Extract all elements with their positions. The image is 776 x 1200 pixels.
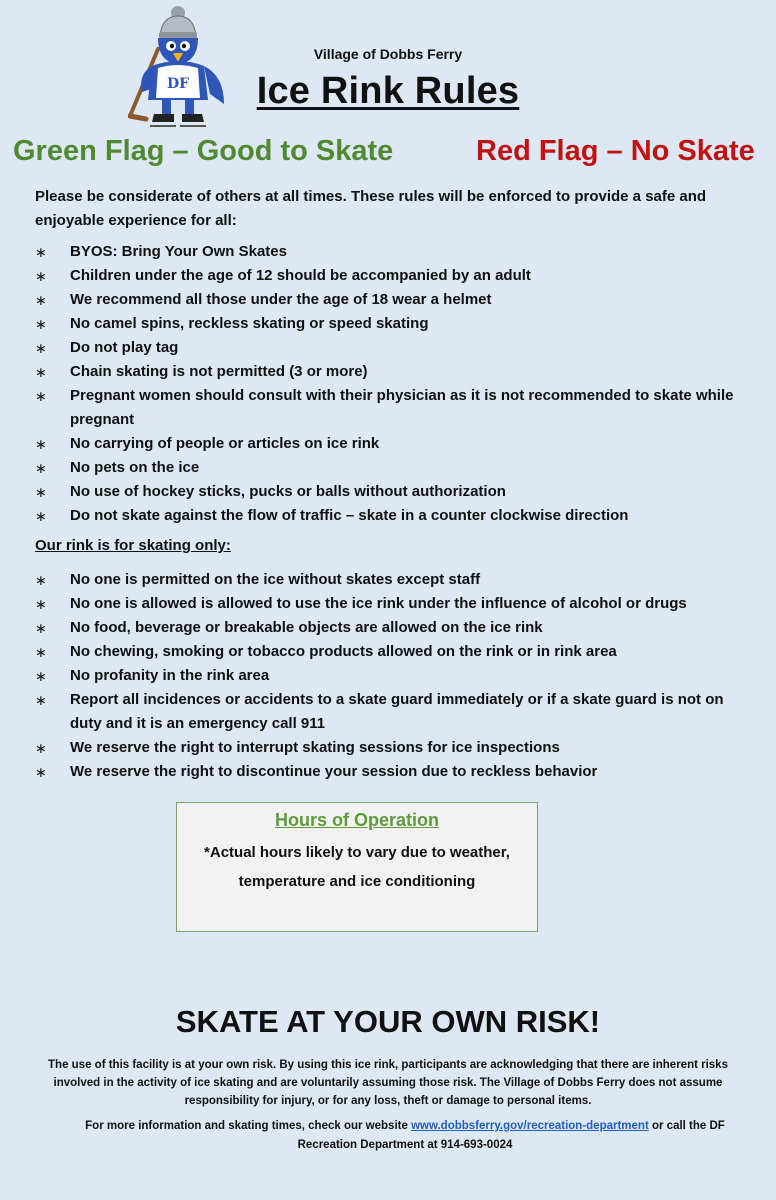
bullet-icon: ∗ <box>35 740 47 756</box>
rule-text: Children under the age of 12 should be accompanied by an adult <box>70 267 531 284</box>
list-item <box>35 384 750 432</box>
bullet-icon: ∗ <box>35 316 47 332</box>
rule-text: Do not play tag <box>70 339 179 356</box>
bullet-icon: ∗ <box>35 436 47 452</box>
rule-text: Chain skating is not permitted (3 or more) <box>70 363 368 380</box>
list-item <box>35 432 750 456</box>
rule-text: No pets on the ice <box>70 459 200 476</box>
rule-text: No carrying of people or articles on ice rink <box>70 435 380 452</box>
risk-warning-heading: SKATE AT YOUR OWN RISK! <box>175 1004 601 1039</box>
list-item <box>35 336 750 360</box>
contact-info <box>55 1117 755 1155</box>
rule-text: Do not skate against the flow of traffic – skate in a counter clockwise direction <box>70 507 629 524</box>
skating-rules-list <box>35 568 750 784</box>
rule-text: No camel spins, reckless skating or speed skating <box>70 315 429 332</box>
list-item <box>35 760 750 784</box>
list-item <box>35 616 750 640</box>
bullet-icon: ∗ <box>35 764 47 780</box>
bullet-icon: ∗ <box>35 340 47 356</box>
skating-only-heading: Our rink is for skating only: <box>35 537 231 554</box>
rule-text: No one is allowed is allowed to use the ice rink under the influence of alcohol or drugs <box>70 595 687 612</box>
bullet-icon: ∗ <box>35 244 47 260</box>
bullet-icon: ∗ <box>35 668 47 684</box>
list-item <box>35 456 750 480</box>
rule-text: We recommend all those under the age of 18 wear a helmet <box>70 291 492 308</box>
svg-text:DF: DF <box>166 76 190 92</box>
list-item <box>35 664 750 688</box>
list-item <box>35 504 750 528</box>
liability-disclaimer: The use of this facility is at your own risk. By using this ice rink, participants are acknowledging that there are inherent risks involved in the activity of ice skating and are voluntarily assuming those risk. The Village of Dobbs Ferry does not assume responsibility for injury, or for any loss, theft or damage to personal items. <box>48 1059 728 1107</box>
bullet-icon: ∗ <box>35 388 47 404</box>
list-item <box>35 688 750 736</box>
website-link[interactable]: www.dobbsferry.gov/recreation-department <box>411 1120 649 1132</box>
bullet-icon: ∗ <box>35 620 47 636</box>
rule-text: No food, beverage or breakable objects are allowed on the ice rink <box>70 619 543 636</box>
hours-of-operation-box <box>176 802 538 932</box>
bullet-icon: ∗ <box>35 364 47 380</box>
rule-text: Pregnant women should consult with their physician as it is not recommended to skate while pregnant <box>70 387 734 428</box>
rule-text: No chewing, smoking or tobacco products allowed on the rink or in rink area <box>70 643 617 660</box>
rule-text: Report all incidences or accidents to a skate guard immediately or if a skate guard is not on duty and it is an emergency call 911 <box>70 691 724 732</box>
red-flag-heading: Red Flag – No Skate <box>476 135 755 167</box>
list-item <box>35 568 750 592</box>
rule-text: BYOS: Bring Your Own Skates <box>70 243 287 260</box>
village-name: Village of Dobbs Ferry <box>313 46 463 62</box>
bullet-icon: ∗ <box>35 484 47 500</box>
list-item <box>35 288 750 312</box>
bullet-icon: ∗ <box>35 596 47 612</box>
list-item <box>35 360 750 384</box>
contact-suffix: or call the DF Recreation Department at 914-693-0024 <box>297 1120 725 1151</box>
bullet-icon: ∗ <box>35 508 47 524</box>
rule-text: We reserve the right to interrupt skating sessions for ice inspections <box>70 739 560 756</box>
list-item <box>35 592 750 616</box>
list-item <box>35 264 750 288</box>
bullet-icon: ∗ <box>35 292 47 308</box>
page-title: Ice Rink Rules <box>256 70 520 112</box>
list-item <box>35 240 750 264</box>
contact-prefix: For more information and skating times, check our website <box>85 1120 412 1132</box>
list-item <box>35 736 750 760</box>
bullet-icon: ∗ <box>35 644 47 660</box>
list-item <box>35 480 750 504</box>
green-flag-heading: Green Flag – Good to Skate <box>13 135 394 167</box>
list-item <box>35 312 750 336</box>
rule-text: No profanity in the rink area <box>70 667 270 684</box>
hours-note-line-1: *Actual hours likely to vary due to weather, <box>204 844 510 861</box>
rule-text: We reserve the right to discontinue your session due to reckless behavior <box>70 763 598 780</box>
intro-paragraph: Please be considerate of others at all times. These rules will be enforced to provide a safe and enjoyable experience for all: <box>35 188 707 229</box>
bullet-icon: ∗ <box>35 460 47 476</box>
general-rules-list <box>35 240 750 528</box>
list-item <box>35 640 750 664</box>
bullet-icon: ∗ <box>35 572 47 588</box>
hours-title: Hours of Operation <box>274 810 439 830</box>
bullet-icon: ∗ <box>35 268 47 284</box>
bullet-icon: ∗ <box>35 692 47 708</box>
hours-note-line-2: temperature and ice conditioning <box>238 873 476 890</box>
rule-text: No one is permitted on the ice without skates except staff <box>70 571 481 588</box>
rule-text: No use of hockey sticks, pucks or balls without authorization <box>70 483 506 500</box>
